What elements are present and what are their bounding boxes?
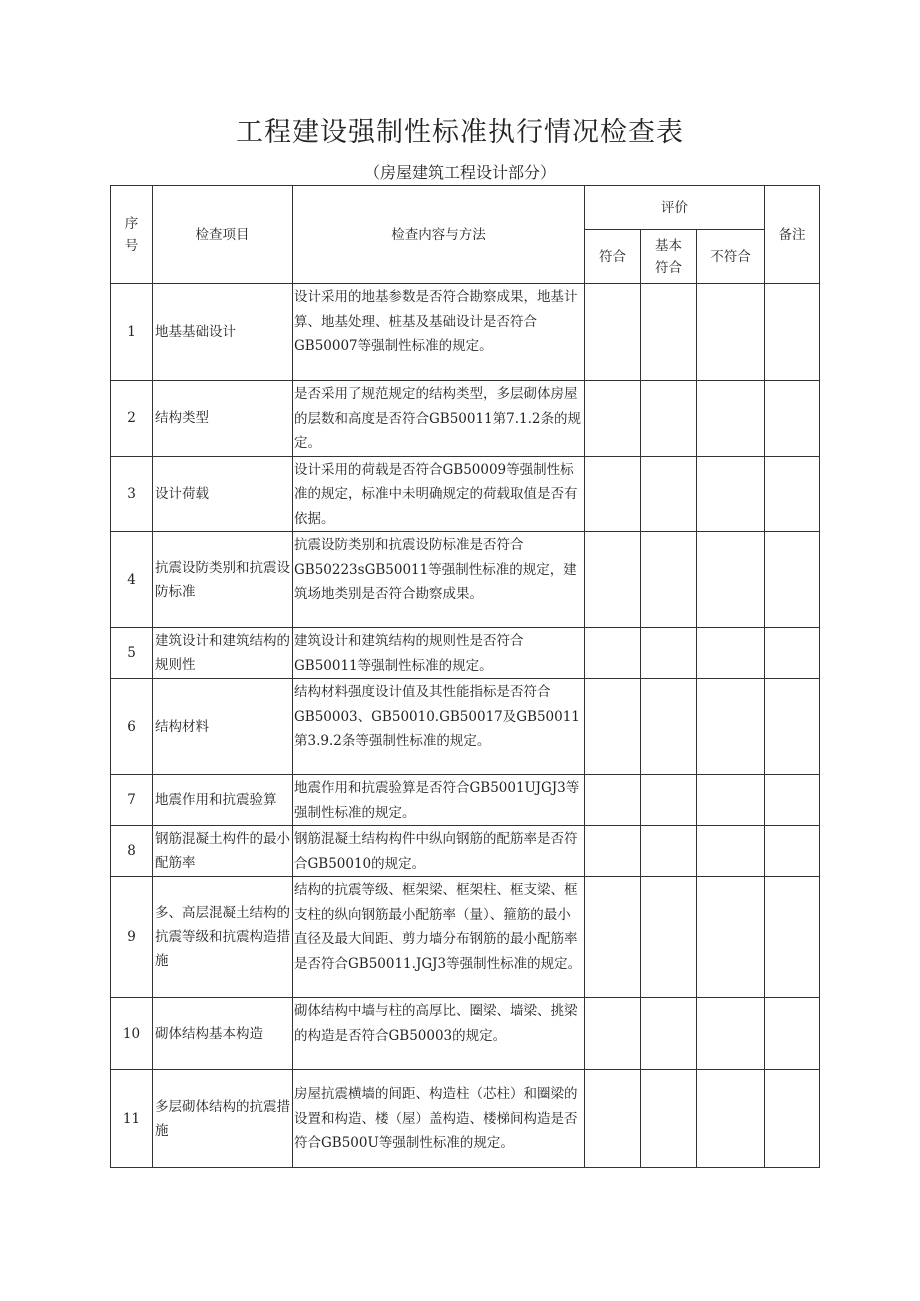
remark-cell[interactable] [765,1070,820,1168]
header-no: 序号 [111,186,153,284]
inspection-table [110,185,820,1168]
check-item: 多层砌体结构的抗震措施 [153,1070,293,1168]
remark-cell[interactable] [765,532,820,628]
check-content: 结构的抗震等级、框架梁、框架柱、框支梁、框支柱的纵向钢筋最小配筋率（量）、箍筋的最小直径及最大间距、剪力墙分布钢筋的最小配筋率是否符合GB50011.JGJ3等强制性标准的规定。 [293,877,585,998]
not-conform-cell[interactable] [697,877,765,998]
table-row [111,998,820,1070]
check-content: 地震作用和抗震验算是否符合GB5001UJGJ3等强制性标准的规定。 [293,775,585,826]
conform-cell[interactable] [585,998,641,1070]
basic-conform-cell[interactable] [641,775,697,826]
header-remark: 备注 [765,186,820,284]
basic-conform-cell[interactable] [641,877,697,998]
document-subtitle: （房屋建筑工程设计部分） [363,163,556,182]
basic-conform-cell[interactable] [641,532,697,628]
row-number: 8 [111,826,153,877]
not-conform-cell[interactable] [697,381,765,457]
basic-conform-cell[interactable] [641,628,697,679]
row-number: 7 [111,775,153,826]
conform-cell[interactable] [585,1070,641,1168]
header-content: 检查内容与方法 [293,186,585,284]
table-row [111,284,820,381]
check-item: 地基基础设计 [153,284,293,381]
header-conform: 符合 [585,230,641,284]
row-number: 3 [111,456,153,532]
header-item: 检查项目 [153,186,293,284]
check-item: 结构材料 [153,679,293,775]
basic-conform-cell[interactable] [641,381,697,457]
conform-cell[interactable] [585,284,641,381]
remark-cell[interactable] [765,679,820,775]
remark-cell[interactable] [765,826,820,877]
table-row [111,679,820,775]
table-row [111,1070,820,1168]
check-content: 建筑设计和建筑结构的规则性是否符合GB50011等强制性标准的规定。 [293,628,585,679]
conform-cell[interactable] [585,679,641,775]
check-item: 建筑设计和建筑结构的规则性 [153,628,293,679]
row-number: 4 [111,532,153,628]
basic-conform-cell[interactable] [641,826,697,877]
conform-cell[interactable] [585,826,641,877]
header-not-conform: 不符合 [697,230,765,284]
table-row [111,381,820,457]
table-row [111,532,820,628]
not-conform-cell[interactable] [697,679,765,775]
check-content: 结构材料强度设计值及其性能指标是否符合GB50003、GB50010.GB50017及GB50011第3.9.2条等强制性标准的规定。 [293,679,585,775]
basic-conform-cell[interactable] [641,998,697,1070]
conform-cell[interactable] [585,456,641,532]
conform-cell[interactable] [585,877,641,998]
row-number: 10 [111,998,153,1070]
remark-cell[interactable] [765,456,820,532]
conform-cell[interactable] [585,628,641,679]
document-title: 工程建设强制性标准执行情况检查表 [236,117,684,148]
remark-cell[interactable] [765,998,820,1070]
remark-cell[interactable] [765,775,820,826]
row-number: 2 [111,381,153,457]
not-conform-cell[interactable] [697,826,765,877]
row-number: 11 [111,1070,153,1168]
check-content: 是否采用了规范规定的结构类型，多层砌体房屋的层数和高度是否符合GB50011第7.1.2条的规定。 [293,381,585,457]
table-row [111,877,820,998]
remark-cell[interactable] [765,381,820,457]
row-number: 6 [111,679,153,775]
check-item: 多、高层混凝土结构的抗震等级和抗震构造措施 [153,877,293,998]
basic-conform-cell[interactable] [641,679,697,775]
check-content: 砌体结构中墙与柱的高厚比、圈梁、墙梁、挑梁的构造是否符合GB50003的规定。 [293,998,585,1070]
row-number: 1 [111,284,153,381]
basic-conform-cell[interactable] [641,456,697,532]
header-evaluation: 评价 [585,186,765,230]
remark-cell[interactable] [765,284,820,381]
check-item: 地震作用和抗震验算 [153,775,293,826]
check-content: 房屋抗震横墙的间距、构造柱（芯柱）和圈梁的设置和构造、楼（屋）盖构造、楼梯间构造是否符合GB500U等强制性标准的规定。 [293,1070,585,1168]
not-conform-cell[interactable] [697,532,765,628]
basic-conform-cell[interactable] [641,1070,697,1168]
row-number: 9 [111,877,153,998]
remark-cell[interactable] [765,877,820,998]
check-item: 结构类型 [153,381,293,457]
check-content: 设计采用的地基参数是否符合勘察成果，地基计算、地基处理、桩基及基础设计是否符合GB50007等强制性标准的规定。 [293,284,585,381]
table-row [111,775,820,826]
conform-cell[interactable] [585,381,641,457]
check-item: 设计荷载 [153,456,293,532]
not-conform-cell[interactable] [697,1070,765,1168]
remark-cell[interactable] [765,628,820,679]
check-item: 钢筋混凝土构件的最小配筋率 [153,826,293,877]
conform-cell[interactable] [585,775,641,826]
not-conform-cell[interactable] [697,628,765,679]
table-row [111,456,820,532]
check-content: 抗震设防类别和抗震设防标准是否符合GB50223sGB50011等强制性标准的规定，建筑场地类别是否符合勘察成果。 [293,532,585,628]
row-number: 5 [111,628,153,679]
not-conform-cell[interactable] [697,284,765,381]
not-conform-cell[interactable] [697,998,765,1070]
check-content: 设计采用的荷载是否符合GB50009等强制性标准的规定，标准中未明确规定的荷载取值是否有依据。 [293,456,585,532]
check-item: 砌体结构基本构造 [153,998,293,1070]
conform-cell[interactable] [585,532,641,628]
basic-conform-cell[interactable] [641,284,697,381]
not-conform-cell[interactable] [697,775,765,826]
table-row [111,826,820,877]
not-conform-cell[interactable] [697,456,765,532]
table-row [111,628,820,679]
check-content: 钢筋混凝土结构构件中纵向钢筋的配筋率是否符合GB50010的规定。 [293,826,585,877]
check-item: 抗震设防类别和抗震设防标准 [153,532,293,628]
header-row-top [111,186,820,230]
header-basic-conform: 基本符合 [641,230,697,284]
